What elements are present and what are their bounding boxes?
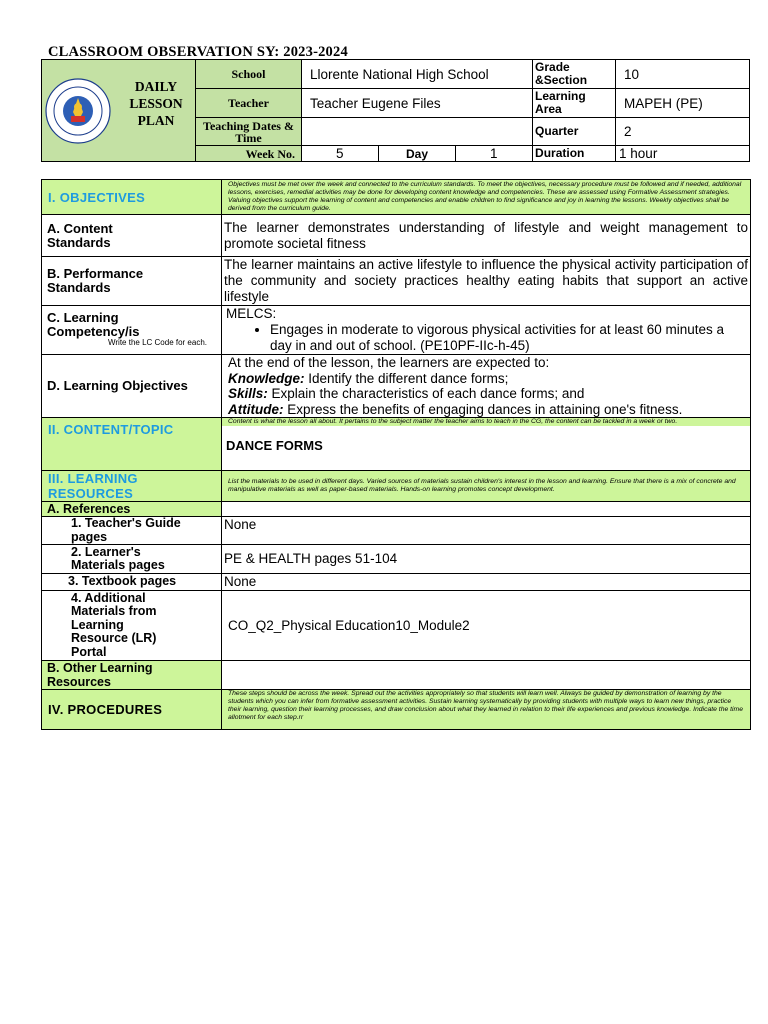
performance-standards-label (42, 257, 222, 306)
other-resources-label: B. Other Learning Resources (42, 661, 222, 690)
objectives-heading: I. OBJECTIVES (42, 180, 222, 215)
learners-materials-value: PE & HEALTH pages 51-104 (222, 545, 751, 574)
teachers-guide-label: 1. Teacher's Guide pages (42, 517, 222, 545)
learning-objectives-cell (222, 355, 751, 418)
lc-code-note: Write the LC Code for each. (107, 337, 207, 347)
additional-materials-value: CO_Q2_Physical Education10_Module2 (222, 591, 751, 661)
content-topic-heading: II. CONTENT/TOPIC (42, 418, 222, 471)
learning-objectives-label: D. Learning Objectives (42, 355, 222, 418)
lo-attitude-label: Attitude: (228, 401, 284, 417)
learning-area-label: Learning Area (533, 89, 616, 118)
objectives-note: Objectives must be met over the week and connected to the curriculum standards. To meet the objectives, necessary procedure must be followed and if needed, additional lessons, exercises, remedial activities may be done for developing content knowledge and competencies. These are assessed using Formative Assessment strategies. Valuing objectives support the learning of content and competencies and enable children to find significance and joy in learning the lessons. Weekly objectives shall be derived from the curriculum guide. (222, 180, 751, 215)
competency-item: • Engages in moderate to vigorous physical activities for at least 60 minutes a day in and out of school. (PE10PF-IIc-h-45) (270, 322, 748, 354)
references-value (222, 502, 751, 517)
content-standards-label (42, 215, 222, 257)
week-value: 5 (302, 146, 379, 162)
additional-materials-label: 4. Additional Materials from Learning Resource (LR) Portal (42, 591, 222, 661)
day-label: Day (379, 146, 456, 162)
teacher-label: Teacher (196, 89, 302, 118)
content-standards-text: The learner demonstrates understanding of lifestyle and weight management to promote societal fitness (222, 215, 751, 257)
procedures-note: These steps should be across the week. Spread out the activities appropriately so that students will learn well. Always be guided by demonstration of learning by the students which you can infer from formative assessment activities. Sustain learning systematically by providing students with multiple ways to learn new things, practice their learning, question their learning processes, and draw conclusion about what they learned in relation to their life experiences and previous knowledge. Indicate the time allotment for each step.rr (222, 690, 751, 730)
lo-attitude-text: Express the benefits of engaging dances in attaining one's fitness. (283, 401, 683, 417)
learning-competency-label-text: C. Learning Competency/is (47, 309, 140, 339)
lo-skills-label: Skills: (228, 386, 268, 401)
lo-skills-text: Explain the characteristics of each dance forms; and (267, 386, 585, 401)
performance-standards-label-text: B. Performance Standards (47, 266, 144, 295)
grade-section-label: Grade &Section (533, 60, 616, 89)
teaching-dates-label: Teaching Dates & Time (196, 118, 302, 146)
school-label: School (196, 60, 302, 89)
logo-cell (42, 60, 196, 162)
content-topic: DANCE FORMS (226, 438, 323, 453)
lo-knowledge-text: Identify the different dance forms; (304, 370, 509, 386)
performance-standards-text: The learner maintains an active lifestyle to influence the physical activity participation of the community and society practices healthy eating habits that support an active lifestyle (222, 257, 751, 306)
header-table (41, 59, 750, 162)
references-label: A. References (42, 502, 222, 517)
other-resources-value (222, 661, 751, 690)
school-value: Llorente National High School (302, 60, 533, 89)
learning-resources-note: List the materials to be used in different days. Varied sources of materials sustain children's interest in the lesson and learning. Ensure that there is a mix of concrete and manipulative materials as well as paper-based materials. Hands-on learning promotes concept development. (222, 471, 751, 502)
quarter-label: Quarter (533, 118, 616, 146)
procedures-heading: IV. PROCEDURES (42, 690, 222, 730)
lesson-plan-table (41, 179, 751, 730)
document-title: CLASSROOM OBSERVATION SY: 2023-2024 (48, 44, 348, 60)
lo-knowledge-label: Knowledge: (228, 370, 305, 386)
content-standards-label-text: A. Content Standards (47, 220, 113, 250)
deped-seal-icon (45, 78, 111, 144)
melcs-heading: MELCS: (226, 306, 277, 321)
lo-intro: At the end of the lesson, the learners are expected to: (228, 355, 550, 370)
teacher-value: Teacher Eugene Files (302, 89, 533, 118)
learning-resources-heading: III. LEARNING RESOURCES (42, 471, 222, 502)
quarter-value: 2 (616, 118, 750, 146)
lo-knowledge (222, 371, 750, 387)
learning-area-value: MAPEH (PE) (616, 89, 750, 118)
textbook-value: None (222, 574, 751, 591)
learning-competency-cell (222, 306, 751, 355)
lo-attitude (222, 402, 750, 418)
teaching-dates-value (302, 118, 533, 146)
duration-label: Duration (533, 146, 616, 162)
daily-lesson-plan-label: DAILY LESSON PLAN (129, 79, 183, 128)
week-label: Week No. (196, 146, 302, 162)
content-note: Content is what the lesson all about. It pertains to the subject matter the teacher aims to teach in the CG, the content can be tackled in a week or two. (222, 418, 750, 426)
teachers-guide-value: None (222, 517, 751, 545)
duration-value: 1 hour (616, 146, 750, 162)
lo-skills (222, 386, 750, 402)
day-value: 1 (456, 146, 533, 162)
competency-list (226, 322, 748, 354)
textbook-label: 3. Textbook pages (42, 574, 222, 591)
content-topic-cell (222, 418, 751, 471)
learners-materials-label: 2. Learner's Materials pages (42, 545, 222, 574)
grade-section-value: 10 (616, 60, 750, 89)
learning-competency-label (42, 306, 222, 355)
